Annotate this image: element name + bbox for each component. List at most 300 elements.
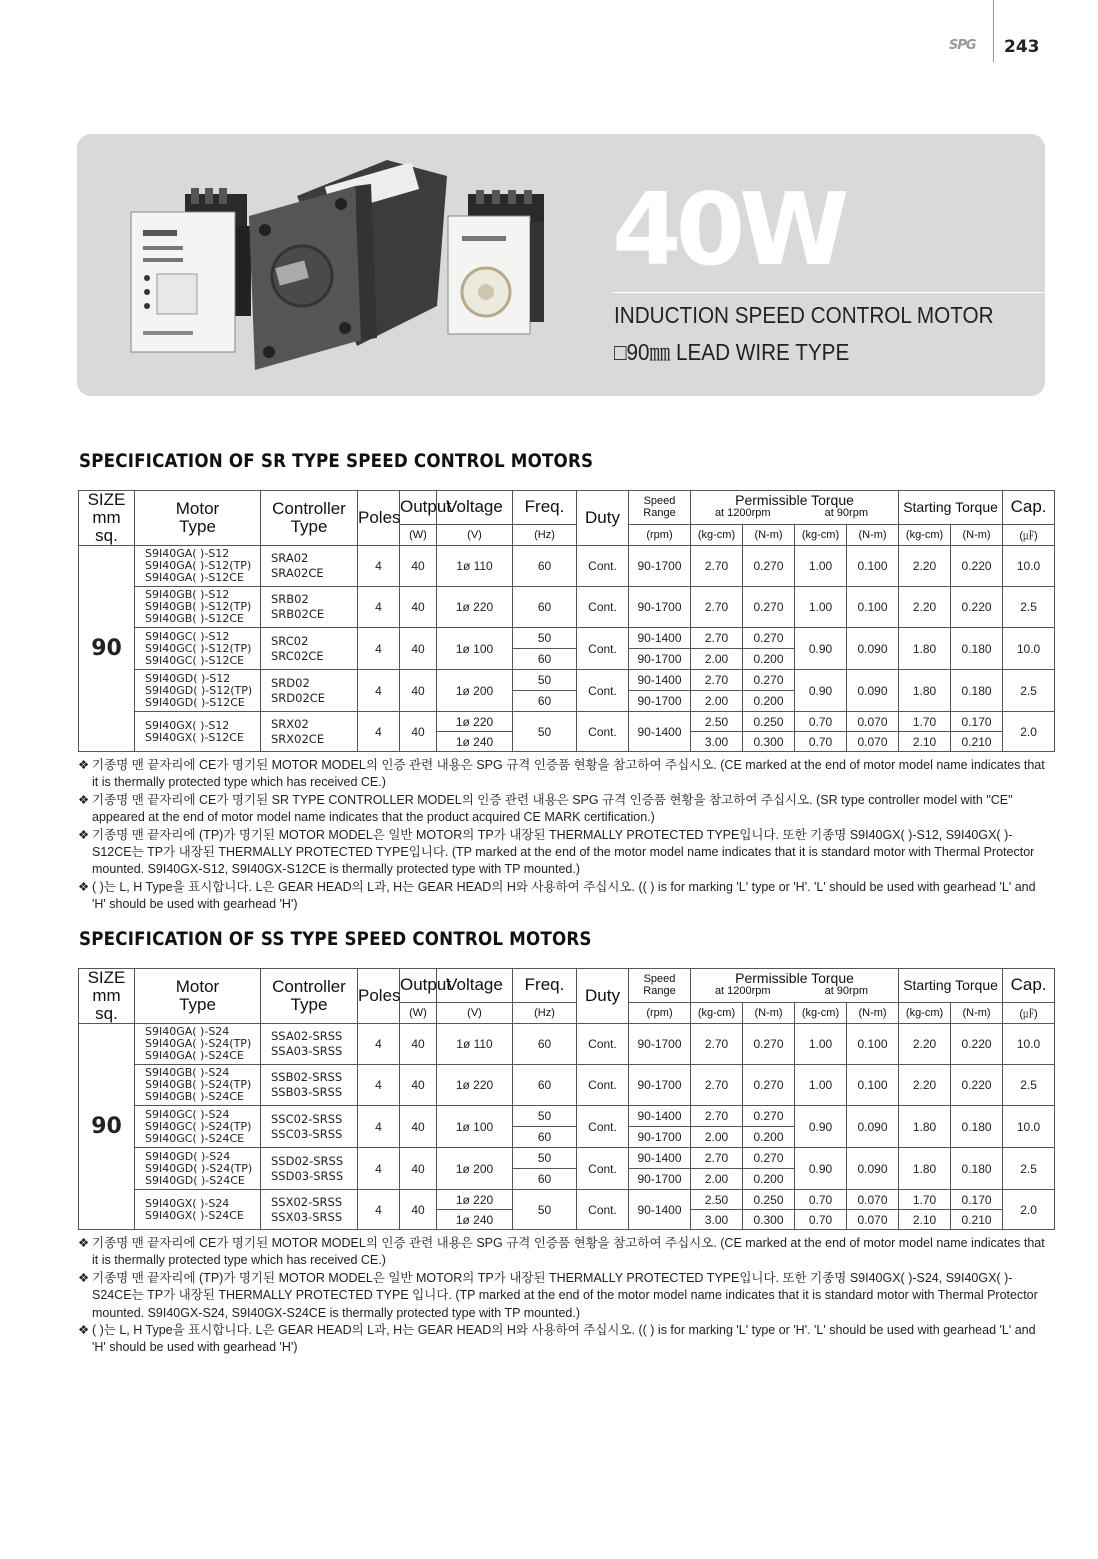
motor-model: S9I40GB( )-S12CE [145,612,244,625]
note-item [78,827,1046,879]
torque-1200-kgcm: 2.70 [691,546,743,587]
torque-1200-kgcm: 2.50 [691,712,743,732]
voltage-value: 1ø 110 [437,1024,513,1065]
controller-model: SSB02-SRSS [271,1070,343,1084]
brand-logo: SPG [949,38,976,53]
freq-unit: (Hz) [513,1002,577,1023]
poles-header: Poles [358,969,400,1024]
freq-value: 60 [513,1065,577,1106]
starting-kgcm: 1.70 [899,712,951,732]
unit-t9n: (N-m) [847,1002,899,1023]
cap-value: 10.0 [1003,628,1055,670]
torque-1200-kgcm: 2.00 [691,1169,743,1190]
starting-nm: 0.210 [951,732,1003,752]
torque-90-nm: 0.090 [847,628,899,670]
torque-1200-nm: 0.270 [743,1024,795,1065]
torque-1200-kgcm: 3.00 [691,732,743,752]
poles-value: 4 [358,1190,400,1230]
freq-value: 60 [513,1024,577,1065]
note-text: 기종명 맨 끝자리에 CE가 명기된 MOTOR MODEL의 인증 관련 내용은 SPG 규격 인증품 현황을 참고하여 주십시오. (CE marked at the end of motor model name indicates that it is thermally protected type which has received CE.) [92,1236,1045,1268]
note-text: ( )는 L, H Type을 표시합니다. L은 GEAR HEAD의 L과, H는 GEAR HEAD의 H와 사용하여 주십시오. (( ) is for marking 'L' type or 'H'. 'L' should be used with gearhead 'L' and 'H' should be used with gearhead 'H') [92,879,1036,912]
motor-header [135,491,261,546]
starting-nm: 0.180 [951,628,1003,670]
freq-value: 60 [513,691,577,712]
cap-value: 2.5 [1003,1148,1055,1190]
controller-model: SRC02CE [271,648,324,663]
unit-t9n: (N-m) [847,524,899,545]
starting-kgcm: 1.70 [899,1190,951,1210]
motor-model-cell [135,628,261,670]
freq-unit: (Hz) [513,524,577,545]
torque-header [691,491,899,525]
torque-1200-nm: 0.200 [743,1127,795,1148]
poles-value: 4 [358,1148,400,1190]
controller-model: SRX02 [271,716,309,731]
torque-1200-kgcm: 2.50 [691,1190,743,1210]
controller-image-right [442,192,552,342]
torque-90-kgcm: 0.90 [795,670,847,712]
cap-value: 2.5 [1003,670,1055,712]
controller-model: SSD03-SRSS [271,1168,344,1183]
torque-90-nm: 0.100 [847,1065,899,1106]
motor-model: S9I40GC( )-S24CE [145,1131,245,1145]
freq-value: 50 [513,712,577,752]
sr-section-title: SPECIFICATION OF SR TYPE SPEED CONTROL MOTORS [79,450,594,472]
poles-value: 4 [358,670,400,712]
speed-value: 90-1400 [629,1106,691,1127]
controller-header-label: Controller [272,977,346,996]
motor-model: S9I40GX( )-S24CE [145,1208,244,1222]
torque-1200-nm: 0.270 [743,587,795,628]
controller-model-cell [261,1065,358,1106]
torque-1200-kgcm: 2.00 [691,691,743,712]
duty-value: Cont. [577,1065,629,1106]
motor-model-cell [135,1106,261,1148]
voltage-value: 1ø 100 [437,1106,513,1148]
starting-kgcm: 1.80 [899,670,951,712]
controller-header-label2: Type [290,995,328,1014]
note-bullet-icon: ❖ [78,1270,90,1285]
torque-1200-nm: 0.200 [743,649,795,670]
motor-model: S9I40GD( )-S24 [145,1149,231,1163]
note-bullet-icon: ❖ [78,792,90,807]
motor-model: S9I40GX( )-S12 [145,718,230,732]
unit-t1k: (kg-cm) [691,524,743,545]
poles-value: 4 [358,1106,400,1148]
controller-model: SRA02CE [271,566,324,580]
unit-sk: (kg-cm) [899,524,951,545]
voltage-unit: (V) [437,524,513,545]
at90-label: at 90rpm [824,507,868,520]
cap-unit: (㎌) [1003,1002,1055,1023]
voltage-value: 1ø 220 [437,712,513,732]
starting-kgcm: 2.20 [899,587,951,628]
motor-model: S9I40GA( )-S24 [145,1025,230,1038]
starting-kgcm: 2.10 [899,1210,951,1230]
output-value: 40 [400,1024,437,1065]
note-text: 기종명 맨 끝자리에 (TP)가 명기된 MOTOR MODEL은 일반 MOTOR의 TP가 내장된 THERMALLY PROTECTED TYPE입니다. 또한 기종명 S9I40GX( )-S24, S9I40GX( )-S24CE는 TP가 내장된 THERMALLY PROTECTED TYPE 입니다. (TP marked at the end of the motor model name indicates that it is standard motor with Thermal Protector mounted. S9I40GX-S24, S9I40GX-S24CE is thermally protected type with TP mounted.) [92,1270,1038,1320]
note-bullet-icon: ❖ [78,827,90,842]
torque-90-kgcm: 1.00 [795,1065,847,1106]
speed-value: 90-1400 [629,1190,691,1230]
motor-model: S9I40GB( )-S24(TP) [145,1078,252,1091]
voltage-value: 1ø 220 [437,1190,513,1210]
speed-unit: (rpm) [629,524,691,545]
unit-t9k: (kg-cm) [795,524,847,545]
size-value: 90 [79,1024,135,1230]
controller-model: SSX03-SRSS [271,1209,343,1224]
motor-model: S9I40GC( )-S12 [145,629,230,643]
voltage-header: Voltage [437,969,513,1003]
torque-1200-kgcm: 2.70 [691,1024,743,1065]
note-text: 기종명 맨 끝자리에 CE가 명기된 MOTOR MODEL의 인증 관련 내용은 SPG 규격 인증품 현황을 참고하여 주십시오. (CE marked at the end of motor model name indicates that it is thermally protected type which has received CE.) [92,758,1045,790]
speed-value: 90-1700 [629,1024,691,1065]
duty-value: Cont. [577,1148,629,1190]
freq-value: 50 [513,628,577,649]
starting-kgcm: 1.80 [899,1148,951,1190]
starting-nm: 0.210 [951,1210,1003,1230]
torque-90-nm: 0.100 [847,1024,899,1065]
voltage-unit: (V) [437,1002,513,1023]
freq-value: 60 [513,546,577,587]
torque-1200-kgcm: 2.00 [691,1127,743,1148]
torque-1200-kgcm: 2.70 [691,1065,743,1106]
motor-model: S9I40GB( )-S12(TP) [145,600,252,613]
unit-t1n: (N-m) [743,524,795,545]
cap-header: Cap. [1003,491,1055,525]
output-value: 40 [400,587,437,628]
poles-value: 4 [358,1024,400,1065]
controller-model: SRC02 [271,633,309,648]
torque-90-nm: 0.070 [847,712,899,732]
output-value: 40 [400,546,437,587]
cap-header: Cap. [1003,969,1055,1003]
motor-model: S9I40GA( )-S12 [145,547,230,560]
controller-model: SRA02 [271,551,309,565]
freq-header: Freq. [513,969,577,1003]
torque-90-kgcm: 0.70 [795,1210,847,1230]
freq-value: 50 [513,1190,577,1230]
motor-model: S9I40GC( )-S24 [145,1107,230,1121]
duty-value: Cont. [577,1190,629,1230]
motor-model: S9I40GA( )-S12(TP) [145,559,252,572]
controller-model: SRX02CE [271,731,325,746]
motor-header-label2: Type [179,517,216,536]
page-number: 243 [1004,37,1040,57]
torque-1200-nm: 0.250 [743,712,795,732]
motor-model: S9I40GD( )-S12 [145,671,231,685]
torque-90-kgcm: 0.90 [795,628,847,670]
speed-value: 90-1700 [629,1169,691,1190]
output-value: 40 [400,1148,437,1190]
power-rating: 40W [612,171,844,288]
motor-model-cell [135,712,261,752]
output-unit: (W) [400,524,437,545]
speed-value: 90-1700 [629,1065,691,1106]
freq-value: 60 [513,1127,577,1148]
torque-90-nm: 0.090 [847,670,899,712]
torque-header-label: Permissible Torque [735,970,854,987]
voltage-value: 1ø 200 [437,1148,513,1190]
speed-value: 90-1400 [629,628,691,649]
torque-1200-nm: 0.270 [743,1106,795,1127]
cap-value: 10.0 [1003,1106,1055,1148]
speed-header-label: Speed [643,495,676,508]
torque-1200-nm: 0.270 [743,1148,795,1169]
banner-divider [612,292,1045,293]
duty-header: Duty [577,491,629,546]
note-item [78,1235,1046,1270]
starting-nm: 0.180 [951,670,1003,712]
torque-90-nm: 0.070 [847,732,899,752]
torque-90-kgcm: 1.00 [795,587,847,628]
motor-model: S9I40GD( )-S24CE [145,1173,245,1187]
speed-unit: (rpm) [629,1002,691,1023]
output-header: Output [400,491,437,525]
controller-model: SSX02-SRSS [271,1194,343,1209]
starting-nm: 0.180 [951,1106,1003,1148]
duty-value: Cont. [577,628,629,670]
voltage-value: 1ø 100 [437,628,513,670]
duty-header: Duty [577,969,629,1024]
speed-value: 90-1700 [629,691,691,712]
starting-nm: 0.220 [951,546,1003,587]
torque-90-kgcm: 1.00 [795,546,847,587]
starting-nm: 0.220 [951,1024,1003,1065]
note-item [78,792,1046,827]
note-text: 기종명 맨 끝자리에 (TP)가 명기된 MOTOR MODEL은 일반 MOTOR의 TP가 내장된 THERMALLY PROTECTED TYPE입니다. 또한 기종명 S9I40GX( )-S12, S9I40GX( )-S12CE는 TP가 내장된 THERMALLY PROTECTED TYPE입니다. (TP marked at the end of the motor model name indicates that it is standard motor with Thermal Protector mounted. S9I40GX-S12, S9I40GX-S12CE is thermally protected type with TP mounted.) [92,827,1035,877]
output-value: 40 [400,1106,437,1148]
starting-kgcm: 2.20 [899,1065,951,1106]
torque-1200-kgcm: 2.70 [691,1148,743,1169]
torque-1200-kgcm: 2.70 [691,1106,743,1127]
motor-model-cell [135,546,261,587]
freq-value: 50 [513,670,577,691]
speed-value: 90-1700 [629,546,691,587]
product-banner [77,134,1045,396]
torque-90-kgcm: 0.70 [795,732,847,752]
output-value: 40 [400,1065,437,1106]
poles-value: 4 [358,546,400,587]
speed-header [629,969,691,1003]
sr-spec-table [78,490,1055,752]
speed-value: 90-1700 [629,649,691,670]
torque-90-nm: 0.070 [847,1190,899,1210]
speed-value: 90-1700 [629,587,691,628]
controller-model: SSC02-SRSS [271,1111,343,1126]
freq-value: 50 [513,1106,577,1127]
motor-model: S9I40GC( )-S12(TP) [145,641,252,655]
note-bullet-icon: ❖ [78,758,90,772]
starting-header: Starting Torque [899,491,1003,525]
voltage-header: Voltage [437,491,513,525]
output-header: Output [400,969,437,1003]
torque-1200-kgcm: 2.70 [691,628,743,649]
cap-unit: (㎌) [1003,524,1055,545]
unit-t1n: (N-m) [743,1002,795,1023]
torque-1200-kgcm: 2.70 [691,587,743,628]
controller-header-label2: Type [290,517,328,536]
motor-model: S9I40GD( )-S24(TP) [145,1161,253,1175]
note-text: ( )는 L, H Type을 표시합니다. L은 GEAR HEAD의 L과, H는 GEAR HEAD의 H와 사용하여 주십시오. (( ) is for marking 'L' type or 'H'. 'L' should be used with gearhead 'L' and 'H' should be used with gearhead 'H') [92,1323,1036,1355]
size-header-label: SIZE [87,968,126,987]
torque-90-nm: 0.090 [847,1106,899,1148]
voltage-value: 1ø 200 [437,670,513,712]
unit-sn: (N-m) [951,524,1003,545]
cap-value: 2.0 [1003,712,1055,752]
motor-model-cell [135,1065,261,1106]
duty-value: Cont. [577,587,629,628]
note-item [78,1322,1046,1357]
torque-1200-nm: 0.250 [743,1190,795,1210]
speed-header [629,491,691,525]
size-header [79,491,135,546]
output-value: 40 [400,1190,437,1230]
speed-header-label2: Range [643,985,676,998]
motor-model: S9I40GB( )-S24CE [145,1090,244,1103]
voltage-value: 1ø 240 [437,1210,513,1230]
cap-value: 2.0 [1003,1190,1055,1230]
torque-1200-kgcm: 3.00 [691,1210,743,1230]
controller-model: SSB03-SRSS [271,1085,343,1099]
controller-model-cell [261,546,358,587]
banner-subtitle-frame: □90㎜ LEAD WIRE TYPE [614,339,850,365]
ss-spec-table [78,968,1055,1230]
speed-header-label2: Range [643,507,676,520]
duty-value: Cont. [577,670,629,712]
duty-value: Cont. [577,712,629,752]
starting-kgcm: 2.20 [899,1024,951,1065]
starting-nm: 0.170 [951,712,1003,732]
torque-90-nm: 0.070 [847,1210,899,1230]
motor-model: S9I40GX( )-S24 [145,1196,230,1210]
ss-section-title: SPECIFICATION OF SS TYPE SPEED CONTROL MOTORS [79,928,592,950]
size-header-unit: mm sq. [92,986,121,1023]
ss-notes [78,1235,1046,1357]
output-unit: (W) [400,1002,437,1023]
motor-image [237,156,457,376]
starting-kgcm: 2.10 [899,732,951,752]
note-text: 기종명 맨 끝자리에 CE가 명기된 SR TYPE CONTROLLER MODEL의 인증 관련 내용은 SPG 규격 인증품 현황을 참고하여 주십시오. (SR type controller model with "CE" appeared at the end of motor model name indicates that the product acquired CE MARK certification.) [92,792,1013,825]
at1200-label: at 1200rpm [714,985,771,998]
starting-kgcm: 2.20 [899,546,951,587]
torque-90-nm: 0.090 [847,1148,899,1190]
starting-header: Starting Torque [899,969,1003,1003]
speed-value: 90-1400 [629,712,691,752]
voltage-value: 1ø 220 [437,587,513,628]
at90-label: at 90rpm [824,985,868,998]
motor-model: S9I40GC( )-S24(TP) [145,1119,252,1133]
motor-model: S9I40GA( )-S24CE [145,1049,244,1062]
size-header-label: SIZE [87,490,126,509]
motor-model: S9I40GB( )-S24 [145,1066,230,1079]
size-header-unit: mm sq. [92,508,121,545]
controller-header [261,969,358,1024]
controller-model-cell [261,712,358,752]
controller-model-cell [261,1024,358,1065]
controller-header-label: Controller [272,499,346,518]
torque-1200-nm: 0.270 [743,670,795,691]
torque-1200-nm: 0.200 [743,1169,795,1190]
speed-value: 90-1700 [629,1127,691,1148]
poles-value: 4 [358,712,400,752]
sr-notes [78,757,1046,914]
freq-value: 60 [513,1169,577,1190]
output-value: 40 [400,628,437,670]
controller-model: SSD02-SRSS [271,1153,344,1168]
starting-nm: 0.180 [951,1148,1003,1190]
poles-value: 4 [358,587,400,628]
motor-header-label2: Type [179,995,216,1014]
starting-nm: 0.170 [951,1190,1003,1210]
motor-model-cell [135,1024,261,1065]
motor-model-cell [135,1190,261,1230]
motor-header [135,969,261,1024]
torque-90-nm: 0.100 [847,546,899,587]
controller-model: SRD02CE [271,690,326,705]
voltage-value: 1ø 110 [437,546,513,587]
torque-1200-nm: 0.270 [743,1065,795,1106]
motor-model: S9I40GD( )-S12CE [145,695,245,709]
motor-model: S9I40GB( )-S12 [145,588,230,601]
torque-1200-kgcm: 2.00 [691,649,743,670]
torque-1200-nm: 0.200 [743,691,795,712]
controller-model: SSA02-SRSS [271,1029,343,1043]
starting-kgcm: 1.80 [899,628,951,670]
cap-value: 2.5 [1003,1065,1055,1106]
duty-value: Cont. [577,1024,629,1065]
note-bullet-icon: ❖ [78,1236,90,1250]
controller-model-cell [261,1106,358,1148]
controller-model-cell [261,628,358,670]
poles-value: 4 [358,1065,400,1106]
motor-model: S9I40GX( )-S12CE [145,730,244,744]
motor-model-cell [135,587,261,628]
motor-model: S9I40GA( )-S12CE [145,571,244,584]
note-bullet-icon: ❖ [78,1323,90,1338]
speed-header-label: Speed [643,973,676,986]
torque-90-kgcm: 0.90 [795,1148,847,1190]
starting-nm: 0.220 [951,587,1003,628]
torque-1200-nm: 0.270 [743,546,795,587]
cap-value: 10.0 [1003,546,1055,587]
torque-1200-nm: 0.300 [743,1210,795,1230]
unit-t1k: (kg-cm) [691,1002,743,1023]
starting-nm: 0.220 [951,1065,1003,1106]
note-item [78,879,1046,914]
poles-value: 4 [358,628,400,670]
controller-model-cell [261,587,358,628]
motor-model: S9I40GC( )-S12CE [145,653,245,667]
controller-header [261,491,358,546]
torque-90-nm: 0.100 [847,587,899,628]
unit-t9k: (kg-cm) [795,1002,847,1023]
motor-model: S9I40GA( )-S24(TP) [145,1037,252,1050]
motor-model-cell [135,670,261,712]
note-item [78,1270,1046,1322]
controller-model-cell [261,670,358,712]
torque-90-kgcm: 1.00 [795,1024,847,1065]
output-value: 40 [400,670,437,712]
freq-header: Freq. [513,491,577,525]
voltage-value: 1ø 220 [437,1065,513,1106]
at1200-label: at 1200rpm [714,507,771,520]
note-item [78,757,1046,792]
motor-header-label: Motor [175,499,220,518]
controller-model-cell [261,1190,358,1230]
controller-model: SSA03-SRSS [271,1044,343,1058]
duty-value: Cont. [577,1106,629,1148]
